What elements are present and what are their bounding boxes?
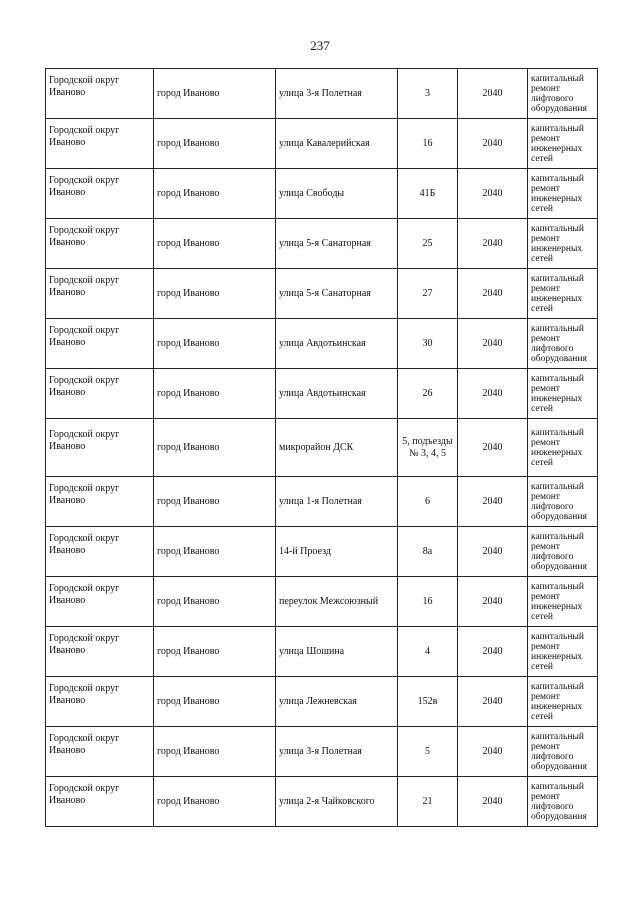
year-cell: 2040	[458, 777, 528, 827]
repair-schedule-table	[45, 68, 598, 827]
street-cell: улица 5-я Санаторная	[276, 269, 398, 319]
page-number: 237	[310, 38, 330, 53]
table-row	[46, 727, 598, 777]
settlement-cell: город Иваново	[154, 169, 276, 219]
municipality-text: Городской округ Иваново	[49, 374, 120, 398]
house-number-cell: 41Б	[398, 169, 458, 219]
street-cell: микрорайон ДСК	[276, 419, 398, 477]
municipality-text: Городской округ Иваново	[49, 682, 120, 706]
work-type-cell: капитальный ремонт инженерных сетей	[528, 419, 598, 477]
municipality-cell	[46, 419, 154, 477]
street-cell: 14-й Проезд	[276, 527, 398, 577]
table-row	[46, 219, 598, 269]
work-type-cell: капитальный ремонт лифтового оборудования	[528, 727, 598, 777]
street-cell: улица Свободы	[276, 169, 398, 219]
house-number-cell: 5, подъезды № 3, 4, 5	[398, 419, 458, 477]
settlement-cell: город Иваново	[154, 677, 276, 727]
house-number-cell: 16	[398, 119, 458, 169]
street-cell: улица Авдотьинская	[276, 369, 398, 419]
municipality-text: Городской округ Иваново	[49, 532, 120, 556]
table-row	[46, 119, 598, 169]
municipality-cell	[46, 119, 154, 169]
settlement-cell: город Иваново	[154, 419, 276, 477]
street-cell: улица 3-я Полетная	[276, 727, 398, 777]
municipality-cell	[46, 219, 154, 269]
municipality-cell	[46, 69, 154, 119]
house-number-cell: 3	[398, 69, 458, 119]
settlement-cell: город Иваново	[154, 477, 276, 527]
year-cell: 2040	[458, 69, 528, 119]
municipality-text: Городской округ Иваново	[49, 224, 120, 248]
settlement-cell: город Иваново	[154, 527, 276, 577]
table-row	[46, 319, 598, 369]
work-type-cell: капитальный ремонт инженерных сетей	[528, 577, 598, 627]
table-row	[46, 477, 598, 527]
municipality-text: Городской округ Иваново	[49, 482, 120, 506]
municipality-text: Городской округ Иваново	[49, 174, 120, 198]
table-row	[46, 419, 598, 477]
house-number-cell: 16	[398, 577, 458, 627]
house-number-cell: 30	[398, 319, 458, 369]
municipality-text: Городской округ Иваново	[49, 782, 120, 806]
table-row	[46, 169, 598, 219]
municipality-text: Городской округ Иваново	[49, 274, 120, 298]
year-cell: 2040	[458, 319, 528, 369]
settlement-cell: город Иваново	[154, 69, 276, 119]
settlement-cell: город Иваново	[154, 627, 276, 677]
table-row	[46, 269, 598, 319]
table-row	[46, 369, 598, 419]
year-cell: 2040	[458, 269, 528, 319]
municipality-text: Городской округ Иваново	[49, 428, 120, 452]
settlement-cell: город Иваново	[154, 727, 276, 777]
street-cell: улица 1-я Полетная	[276, 477, 398, 527]
municipality-text: Городской округ Иваново	[49, 324, 120, 348]
municipality-text: Городской округ Иваново	[49, 632, 120, 656]
year-cell: 2040	[458, 677, 528, 727]
settlement-cell: город Иваново	[154, 577, 276, 627]
table-row	[46, 677, 598, 727]
municipality-text: Городской округ Иваново	[49, 74, 120, 98]
municipality-cell	[46, 169, 154, 219]
work-type-cell: капитальный ремонт инженерных сетей	[528, 677, 598, 727]
year-cell: 2040	[458, 219, 528, 269]
table-row	[46, 777, 598, 827]
work-type-cell: капитальный ремонт лифтового оборудования	[528, 477, 598, 527]
work-type-cell: капитальный ремонт инженерных сетей	[528, 369, 598, 419]
house-number-cell: 152в	[398, 677, 458, 727]
table-row	[46, 69, 598, 119]
street-cell: улица 3-я Полетная	[276, 69, 398, 119]
year-cell: 2040	[458, 477, 528, 527]
work-type-cell: капитальный ремонт лифтового оборудования	[528, 69, 598, 119]
street-cell: улица 5-я Санаторная	[276, 219, 398, 269]
municipality-cell	[46, 369, 154, 419]
settlement-cell: город Иваново	[154, 777, 276, 827]
year-cell: 2040	[458, 169, 528, 219]
table-row	[46, 577, 598, 627]
year-cell: 2040	[458, 369, 528, 419]
municipality-text: Городской округ Иваново	[49, 124, 120, 148]
year-cell: 2040	[458, 119, 528, 169]
house-number-cell: 26	[398, 369, 458, 419]
year-cell: 2040	[458, 527, 528, 577]
work-type-cell: капитальный ремонт инженерных сетей	[528, 219, 598, 269]
house-number-cell: 25	[398, 219, 458, 269]
settlement-cell: город Иваново	[154, 319, 276, 369]
street-cell: улица Шошина	[276, 627, 398, 677]
municipality-cell	[46, 727, 154, 777]
house-number-cell: 6	[398, 477, 458, 527]
work-type-cell: капитальный ремонт инженерных сетей	[528, 119, 598, 169]
work-type-cell: капитальный ремонт инженерных сетей	[528, 169, 598, 219]
table-row	[46, 527, 598, 577]
street-cell: улица 2-я Чайковского	[276, 777, 398, 827]
municipality-cell	[46, 777, 154, 827]
municipality-cell	[46, 527, 154, 577]
year-cell: 2040	[458, 419, 528, 477]
work-type-cell: капитальный ремонт лифтового оборудования	[528, 527, 598, 577]
street-cell: улица Авдотьинская	[276, 319, 398, 369]
municipality-text: Городской округ Иваново	[49, 732, 120, 756]
settlement-cell: город Иваново	[154, 369, 276, 419]
year-cell: 2040	[458, 627, 528, 677]
municipality-cell	[46, 577, 154, 627]
settlement-cell: город Иваново	[154, 269, 276, 319]
work-type-cell: капитальный ремонт лифтового оборудования	[528, 319, 598, 369]
table-row	[46, 627, 598, 677]
street-cell: улица Лежневская	[276, 677, 398, 727]
municipality-cell	[46, 477, 154, 527]
settlement-cell: город Иваново	[154, 219, 276, 269]
work-type-cell: капитальный ремонт лифтового оборудования	[528, 777, 598, 827]
work-type-cell: капитальный ремонт инженерных сетей	[528, 269, 598, 319]
municipality-text: Городской округ Иваново	[49, 582, 120, 606]
house-number-cell: 27	[398, 269, 458, 319]
municipality-cell	[46, 319, 154, 369]
year-cell: 2040	[458, 727, 528, 777]
work-type-cell: капитальный ремонт инженерных сетей	[528, 627, 598, 677]
settlement-cell: город Иваново	[154, 119, 276, 169]
house-number-cell: 4	[398, 627, 458, 677]
house-number-cell: 8а	[398, 527, 458, 577]
municipality-cell	[46, 627, 154, 677]
year-cell: 2040	[458, 577, 528, 627]
municipality-cell	[46, 677, 154, 727]
house-number-cell: 21	[398, 777, 458, 827]
street-cell: улица Кавалерийская	[276, 119, 398, 169]
municipality-cell	[46, 269, 154, 319]
street-cell: переулок Межсоюзный	[276, 577, 398, 627]
house-number-cell: 5	[398, 727, 458, 777]
